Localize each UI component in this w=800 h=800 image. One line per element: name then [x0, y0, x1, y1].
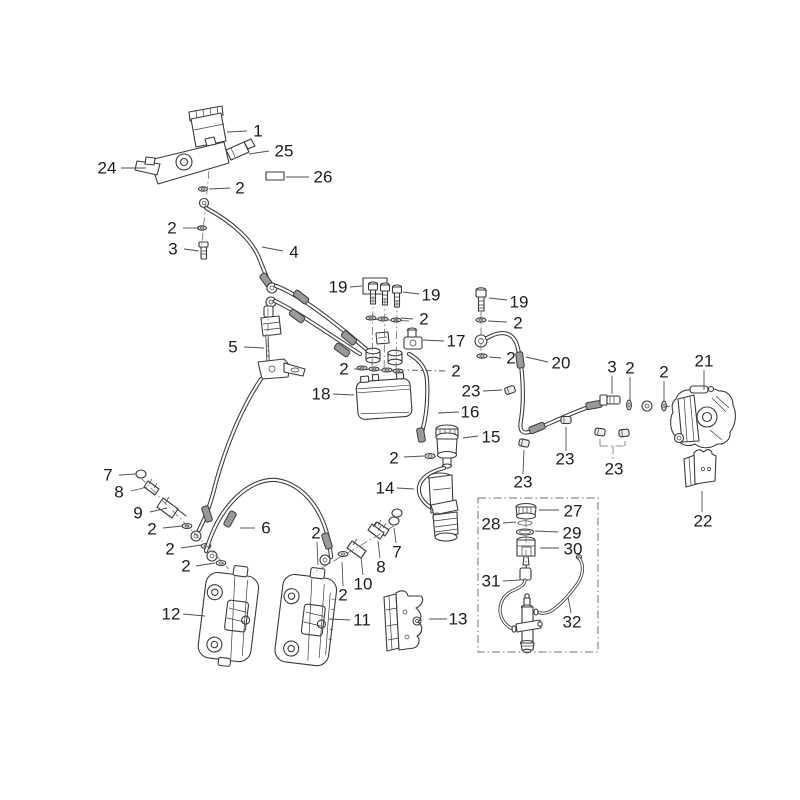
hose-clip [595, 428, 606, 436]
hose-clip [518, 439, 529, 448]
callout-label-14: 14 [375, 478, 395, 498]
callout-label-2: 2 [235, 178, 245, 198]
bolt-3-rear [600, 395, 620, 405]
callout-label-5: 5 [228, 337, 238, 357]
callout-label-21: 21 [694, 351, 714, 371]
leader-line-23 [483, 390, 502, 391]
front-caliper-right [274, 564, 340, 667]
return-hose-32 [534, 555, 582, 615]
hose-clip [504, 385, 516, 395]
leader-line-2 [209, 188, 230, 189]
leader-line-2 [489, 357, 501, 358]
diaphragm-29 [517, 529, 534, 535]
callout-label-32: 32 [562, 612, 582, 632]
callout-label-2: 2 [451, 361, 461, 381]
leader-line-3 [184, 249, 199, 251]
callout-label-27: 27 [563, 501, 583, 521]
abs-bolt-washer-set [356, 278, 422, 373]
part-17-switch [404, 328, 422, 349]
callout-label-16: 16 [460, 402, 480, 422]
leader-line-5 [244, 347, 264, 348]
callout-label-15: 15 [481, 427, 501, 447]
leader-line-2 [163, 526, 182, 528]
leader-line-7 [119, 474, 136, 475]
leader-line-2 [401, 318, 413, 319]
front-caliper-left [196, 562, 261, 669]
callout-label-4: 4 [289, 242, 299, 262]
hose-clip [561, 417, 571, 424]
callout-label-10: 10 [353, 574, 373, 594]
leader-line-17 [423, 340, 444, 341]
callout-label-2: 2 [513, 313, 523, 333]
reservoir-cap-27 [516, 504, 536, 520]
hose-clamp-block [376, 332, 389, 344]
callout-label-2: 2 [181, 556, 191, 576]
leader-line-2 [181, 545, 201, 548]
callout-label-2: 2 [165, 539, 175, 559]
leader-line-20 [526, 357, 548, 362]
rear-master-cylinder-body [429, 473, 459, 541]
callout-label-17: 17 [446, 331, 466, 351]
callout-label-2: 2 [389, 448, 399, 468]
callout-label-19: 19 [328, 277, 348, 297]
banjo-valve [516, 594, 542, 653]
callout-label-22: 22 [693, 511, 713, 531]
hose-clip [619, 429, 630, 437]
callout-label-18: 18 [311, 384, 331, 404]
front-brake-pads [384, 591, 423, 651]
callout-label-28: 28 [481, 514, 501, 534]
callout-label-26: 26 [313, 167, 333, 187]
callout-label-2: 2 [338, 585, 348, 605]
leader-line-8 [378, 541, 380, 558]
leader-line-23 [523, 450, 524, 474]
hose-tee-fitting [258, 359, 305, 379]
leader-line-2 [317, 542, 318, 565]
callout-label-2: 2 [506, 348, 516, 368]
right-caliper-bleeder-set [347, 517, 399, 558]
bolt-3-front [199, 242, 208, 259]
callout-label-23: 23 [513, 472, 533, 492]
callout-label-8: 8 [114, 482, 124, 502]
callout-label-23: 23 [604, 459, 624, 479]
leader-line-2 [488, 321, 507, 322]
front-crossover-hose [206, 480, 348, 575]
leader-line-2 [196, 563, 215, 566]
callout-label-31: 31 [481, 571, 501, 591]
rear-reservoir [436, 425, 458, 468]
guide-line [201, 171, 209, 252]
callout-label-2: 2 [419, 309, 429, 329]
leader-line-19 [489, 298, 507, 300]
leader-line-15 [463, 436, 478, 438]
callout-label-23: 23 [461, 381, 481, 401]
guide-line [396, 300, 397, 377]
leader-line-31 [503, 580, 520, 581]
banjo-bolt-25 [226, 139, 255, 160]
abs-port-ring-a [366, 348, 380, 363]
part-5-union [261, 306, 281, 360]
callout-label-12: 12 [161, 604, 181, 624]
abs-port-ring-b [388, 350, 402, 365]
callout-label-11: 11 [353, 610, 371, 630]
callout-label-3: 3 [168, 239, 178, 259]
callout-label-20: 20 [551, 353, 571, 373]
o-ring-28 [518, 521, 532, 525]
leader-line-1 [227, 131, 247, 132]
callout-label-7: 7 [392, 542, 402, 562]
leader-line-32 [568, 597, 571, 613]
leader-line-10 [361, 557, 363, 575]
callout-label-19: 19 [509, 292, 529, 312]
callout-label-2: 2 [659, 362, 669, 382]
leader-line-16 [438, 412, 459, 413]
callout-label-30: 30 [563, 539, 583, 559]
callout-label-3: 3 [607, 357, 617, 377]
callout-label-13: 13 [448, 609, 468, 629]
leader-line-2 [404, 456, 424, 457]
rear-brake-pads [684, 450, 716, 487]
callout-label-9: 9 [133, 503, 143, 523]
callout-label-8: 8 [376, 557, 386, 577]
leader-line-28 [503, 522, 516, 523]
callout-label-2: 2 [311, 523, 321, 543]
leader-line-8 [131, 487, 147, 491]
callout-label-1: 1 [253, 121, 263, 141]
part-26-pad-shim [266, 172, 284, 180]
callout-label-24: 24 [97, 158, 117, 178]
callout-label-25: 25 [274, 141, 294, 161]
leader-line-29 [535, 531, 558, 532]
leader-line-18 [333, 394, 354, 395]
leader-line-19 [350, 286, 362, 287]
rear-brake-line [475, 288, 669, 448]
callout-label-2: 2 [167, 218, 177, 238]
leader-line-14 [397, 488, 414, 489]
leader-line-2 [342, 562, 343, 586]
callout-label-2: 2 [625, 358, 635, 378]
callout-label-6: 6 [261, 518, 271, 538]
leader-line-19 [403, 292, 419, 294]
callout-label-7: 7 [103, 465, 113, 485]
callout-label-19: 19 [421, 285, 441, 305]
leader-line-4 [262, 247, 283, 251]
callout-label-23: 23 [555, 449, 575, 469]
abs-module [355, 372, 412, 420]
leader-line-25 [249, 151, 269, 154]
leader-line-7 [394, 528, 396, 543]
callout-label-29: 29 [562, 523, 582, 543]
banjo-bolt-19-rear [476, 288, 486, 311]
callout-label-2: 2 [147, 519, 157, 539]
rear-caliper [665, 386, 735, 448]
callout-label-2: 2 [339, 359, 349, 379]
